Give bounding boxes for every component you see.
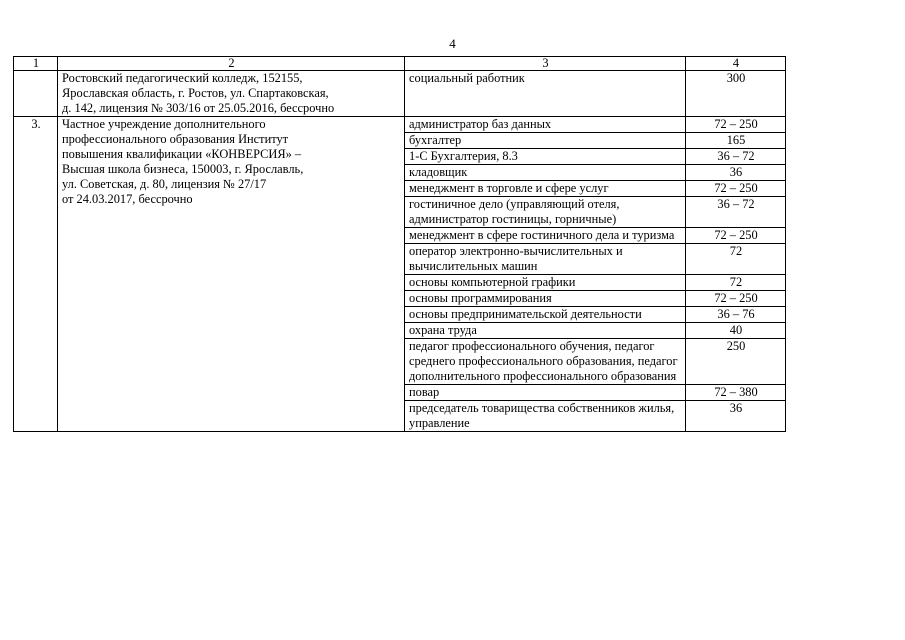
program-name: менеджмент в сфере гостиничного дела и туризма xyxy=(405,228,686,244)
program-name: администратор баз данных xyxy=(405,117,686,133)
program-hours: 36 xyxy=(686,165,786,181)
organization-line: Частное учреждение дополнительного xyxy=(62,117,266,131)
program-name: основы компьютерной графики xyxy=(405,275,686,291)
header-col-4: 4 xyxy=(686,57,786,71)
program-name: педагог профессионального обучения, педагог среднего профессионального образования, педагог дополнительного профессионального образования xyxy=(405,339,686,385)
program-hours: 36 – 76 xyxy=(686,307,786,323)
program-hours: 165 xyxy=(686,133,786,149)
organization-line: от 24.03.2017, бессрочно xyxy=(62,192,193,206)
program-hours: 72 – 250 xyxy=(686,117,786,133)
program-name: охрана труда xyxy=(405,323,686,339)
row-number: 3. xyxy=(14,117,58,432)
organization-line: ул. Советская, д. 80, лицензия № 27/17 xyxy=(62,177,267,191)
organization-line: Высшая школа бизнеса, 150003, г. Ярославль, xyxy=(62,162,304,176)
row-number xyxy=(14,71,58,117)
header-col-2: 2 xyxy=(58,57,405,71)
program-name: бухгалтер xyxy=(405,133,686,149)
program-name: председатель товарищества собственников жилья, управление xyxy=(405,401,686,432)
program-name: гостиничное дело (управляющий отеля, администратор гостиницы, горничные) xyxy=(405,197,686,228)
program-hours: 72 – 250 xyxy=(686,228,786,244)
program-hours: 300 xyxy=(686,71,786,117)
organization-cell xyxy=(58,117,405,432)
program-hours: 72 – 380 xyxy=(686,385,786,401)
program-hours: 36 – 72 xyxy=(686,197,786,228)
organization-line: повышения квалификации «КОНВЕРСИЯ» – xyxy=(62,147,302,161)
table-row xyxy=(14,71,786,117)
program-hours: 250 xyxy=(686,339,786,385)
organization-cell xyxy=(58,71,405,117)
program-name: менеджмент в торговле и сфере услуг xyxy=(405,181,686,197)
program-name: 1-С Бухгалтерия, 8.3 xyxy=(405,149,686,165)
program-hours: 36 xyxy=(686,401,786,432)
program-name: основы предпринимательской деятельности xyxy=(405,307,686,323)
program-name: оператор электронно-вычислительных и вычислительных машин xyxy=(405,244,686,275)
program-name: социальный работник xyxy=(405,71,686,117)
program-hours: 40 xyxy=(686,323,786,339)
organization-line: профессионального образования Институт xyxy=(62,132,289,146)
program-name: повар xyxy=(405,385,686,401)
programs-table xyxy=(13,56,786,432)
program-hours: 72 – 250 xyxy=(686,181,786,197)
organization-line: Ростовский педагогический колледж, 152155, xyxy=(62,71,303,85)
program-hours: 72 – 250 xyxy=(686,291,786,307)
table-row xyxy=(14,117,786,133)
page-number: 4 xyxy=(449,36,456,51)
program-hours: 72 xyxy=(686,275,786,291)
program-hours: 36 – 72 xyxy=(686,149,786,165)
program-name: основы программирования xyxy=(405,291,686,307)
program-name: кладовщик xyxy=(405,165,686,181)
organization-line: Ярославская область, г. Ростов, ул. Спартаковская, xyxy=(62,86,329,100)
header-col-3: 3 xyxy=(405,57,686,71)
header-col-1: 1 xyxy=(14,57,58,71)
header-row xyxy=(14,57,786,71)
program-hours: 72 xyxy=(686,244,786,275)
organization-line: д. 142, лицензия № 303/16 от 25.05.2016, бессрочно xyxy=(62,101,335,115)
